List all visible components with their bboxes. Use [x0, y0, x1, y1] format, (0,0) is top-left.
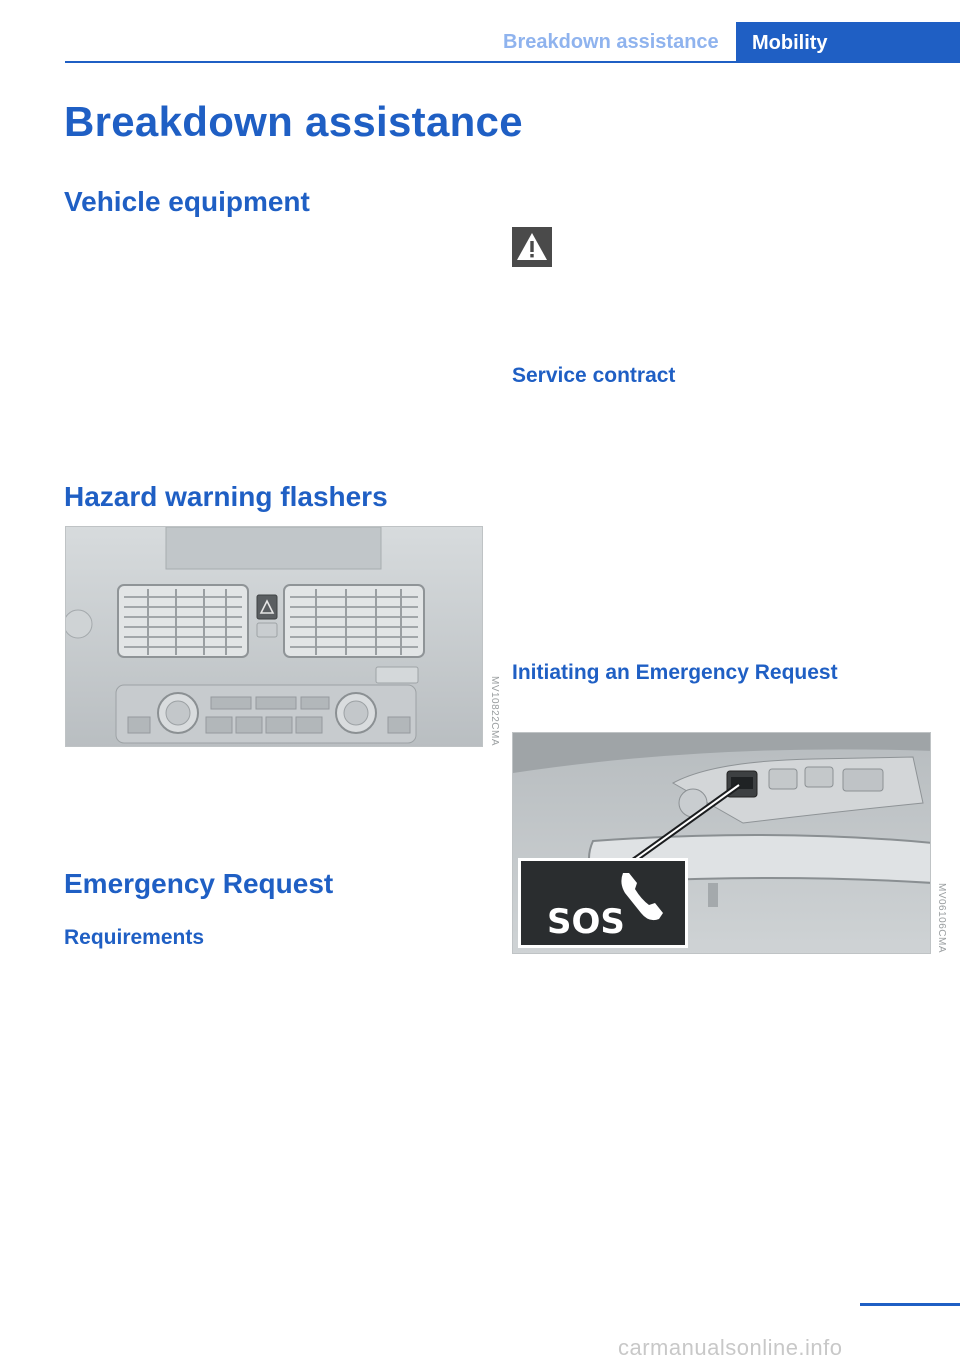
- heading-emergency-request: Emergency Request: [64, 868, 334, 899]
- heading-vehicle-equipment: Vehicle equipment: [64, 186, 310, 217]
- sos-label: SOS: [547, 902, 625, 942]
- sos-figure-code: MV06106CMA: [936, 883, 947, 954]
- header-tab-mobility[interactable]: Mobility: [736, 22, 960, 62]
- heading-initiating-emergency-request: Initiating an Emergency Request: [512, 661, 838, 684]
- header-section-label: Breakdown assistance: [503, 31, 719, 53]
- heading-requirements: Requirements: [64, 926, 205, 949]
- heading-hazard-warning-flashers: Hazard warning flashers: [64, 481, 388, 512]
- header-rule: [65, 61, 960, 63]
- footer-rule: [860, 1303, 960, 1306]
- heading-service-contract: Service contract: [512, 364, 676, 387]
- dashboard-illustration: [66, 527, 483, 747]
- overhead-console-illustration: [513, 733, 931, 954]
- hazard-figure-code: MV10822CMA: [489, 676, 500, 747]
- watermark: carmanualsonline.info: [618, 1335, 843, 1360]
- hazard-flashers-figure: [65, 526, 483, 747]
- warning-triangle-icon: [512, 227, 552, 267]
- page-title: Breakdown assistance: [64, 98, 523, 145]
- sos-button-figure: [512, 732, 931, 954]
